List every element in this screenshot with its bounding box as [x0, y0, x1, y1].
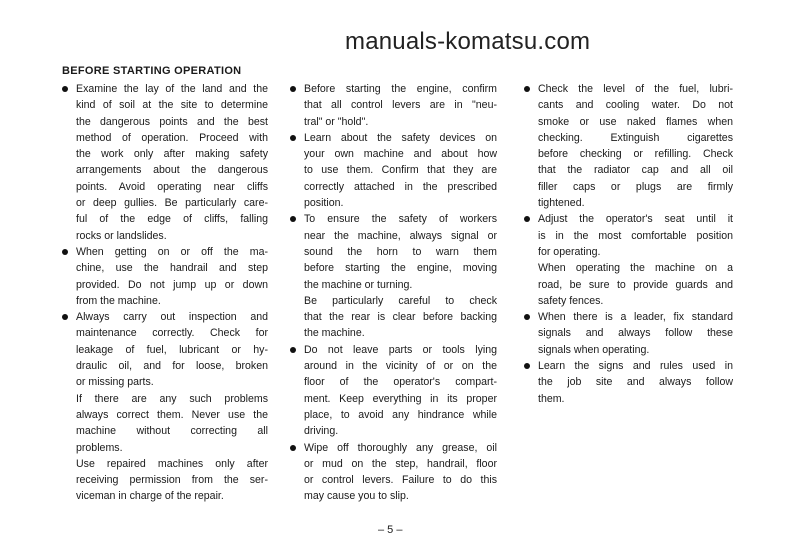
- text-line: ful of the edge of cliffs, falling: [76, 213, 268, 226]
- text-line: before checking or refilling. Check: [538, 148, 733, 161]
- bullet-item: [290, 81, 497, 130]
- text-line: arrangements about the dangerous: [76, 164, 268, 177]
- bullet-icon: [62, 86, 68, 92]
- bullet-icon: [290, 347, 296, 353]
- text-line: To ensure the safety of workers: [304, 213, 497, 226]
- text-line: Always carry out inspection and: [76, 311, 268, 324]
- bullet-item: [524, 358, 733, 407]
- text-line: position.: [304, 197, 344, 210]
- bullet-icon: [62, 249, 68, 255]
- text-line: or missing parts.: [76, 376, 154, 389]
- text-line: from the machine.: [76, 294, 161, 307]
- text-line: sound the horn to warn them: [304, 245, 497, 258]
- text-line: Use repaired machines only after: [76, 457, 268, 470]
- bullet-icon: [290, 216, 296, 222]
- text-line: that the radiator cap and all oil: [538, 164, 733, 177]
- text-line: the job site and always follow: [538, 376, 733, 389]
- text-line: or control levers. Failure to do this: [304, 474, 497, 487]
- text-line: When operating the machine on a: [538, 262, 733, 275]
- text-line: that the rear is clear before backing: [304, 311, 497, 324]
- text-line: around in the vicinity of or on the: [304, 360, 497, 373]
- text-line: Check the level of the fuel, lubri-: [538, 83, 733, 95]
- text-line: rocks or landslides.: [76, 229, 167, 242]
- text-line: tightened.: [538, 197, 585, 210]
- text-line: receiving permission from the ser-: [76, 474, 268, 487]
- text-line: leakage of fuel, lubricant or hy-: [76, 343, 268, 356]
- text-line: floor of the operator's compart-: [304, 376, 497, 389]
- text-line: Learn about the safety devices on: [304, 131, 497, 144]
- text-line: always correct them. Never use the: [76, 408, 268, 421]
- text-line: chine, use the handrail and step: [76, 262, 268, 275]
- text-line: machine without correcting all: [76, 425, 268, 438]
- paragraph: [62, 456, 268, 505]
- bullet-item: [290, 342, 497, 440]
- text-line: method of operation. Proceed with: [76, 131, 268, 144]
- text-line: smoke or use naked flames when: [538, 115, 733, 128]
- text-line: driving.: [304, 425, 339, 438]
- text-line: before starting the engine, moving: [304, 262, 497, 275]
- text-line: or mud on the step, handrail, floor: [304, 457, 497, 470]
- paragraph: [290, 293, 497, 342]
- text-line: cants and cooling water. Do not: [538, 99, 733, 112]
- text-line: If there are any such problems: [76, 392, 268, 405]
- text-line: them.: [538, 392, 565, 405]
- bullet-item: [62, 309, 268, 390]
- text-line: the dangerous points and the best: [76, 115, 268, 128]
- text-line: maintenance correctly. Check for: [76, 327, 268, 340]
- text-line: or deep gullies. Be particularly care-: [76, 197, 268, 210]
- bullet-item: [524, 309, 733, 358]
- text-line: the machine or turning.: [304, 278, 413, 291]
- text-line: provided. Do not jump up or down: [76, 278, 268, 291]
- paragraph: [524, 260, 733, 309]
- text-line: filler caps or plugs are firmly: [538, 180, 733, 193]
- text-line: correctly attached in the prescribed: [304, 180, 497, 193]
- text-line: the work only after making safety: [76, 148, 268, 161]
- bullet-icon: [524, 314, 530, 320]
- text-line: place, to avoid any hindrance while: [304, 408, 497, 421]
- bullet-item: [524, 81, 733, 211]
- text-line: road, be sure to provide guards and: [538, 278, 733, 291]
- bullet-icon: [290, 86, 296, 92]
- bullet-item: [62, 81, 268, 244]
- text-line: points. Avoid operating near cliffs: [76, 180, 268, 193]
- bullet-icon: [290, 135, 296, 141]
- text-column-3: [524, 81, 733, 407]
- text-line: Examine the lay of the land and the: [76, 83, 268, 95]
- bullet-icon: [524, 363, 530, 369]
- text-line: Adjust the operator's seat until it: [538, 213, 733, 226]
- text-line: checking. Extinguish cigarettes: [538, 131, 733, 144]
- text-line: to use them. Confirm that they are: [304, 164, 497, 177]
- text-line: kind of soil at the site to determine: [76, 99, 268, 112]
- text-line: Do not leave parts or tools lying: [304, 343, 497, 356]
- page-number: – 5 –: [378, 524, 403, 536]
- text-line: the machine.: [304, 327, 365, 340]
- text-column-1: [62, 81, 268, 505]
- bullet-item: [290, 440, 497, 505]
- watermark: manuals-komatsu.com: [345, 28, 591, 55]
- section-heading: BEFORE STARTING OPERATION: [62, 65, 242, 77]
- bullet-icon: [62, 314, 68, 320]
- text-line: signals and always follow these: [538, 327, 733, 340]
- bullet-item: [290, 130, 497, 211]
- bullet-icon: [290, 445, 296, 451]
- text-line: When getting on or off the ma-: [76, 245, 268, 258]
- text-line: tral" or "hold".: [304, 115, 369, 128]
- text-line: may cause you to slip.: [304, 490, 409, 503]
- text-column-2: [290, 81, 497, 505]
- text-line: When there is a leader, fix standard: [538, 311, 733, 324]
- text-line: Learn the signs and rules used in: [538, 360, 733, 373]
- text-line: problems.: [76, 441, 123, 454]
- bullet-item: [524, 211, 733, 260]
- bullet-icon: [524, 86, 530, 92]
- paragraph: [62, 391, 268, 456]
- text-line: Wipe off thoroughly any grease, oil: [304, 441, 497, 454]
- bullet-icon: [524, 216, 530, 222]
- text-line: Be particularly careful to check: [304, 294, 497, 307]
- text-line: that all control levers are in "neu-: [304, 99, 497, 112]
- text-line: signals when operating.: [538, 343, 650, 356]
- text-line: viceman in charge of the repair.: [76, 490, 224, 503]
- bullet-item: [62, 244, 268, 309]
- text-line: is in the most comfortable position: [538, 229, 733, 242]
- text-line: ment. Keep everything in its proper: [304, 392, 497, 405]
- text-line: Before starting the engine, confirm: [304, 83, 497, 95]
- text-line: near the machine, always signal or: [304, 229, 497, 242]
- text-line: for operating.: [538, 245, 601, 258]
- bullet-item: [290, 211, 497, 292]
- text-line: safety fences.: [538, 294, 604, 307]
- text-line: draulic oil, and for loose, broken: [76, 360, 268, 373]
- text-line: your own machine and about how: [304, 148, 497, 161]
